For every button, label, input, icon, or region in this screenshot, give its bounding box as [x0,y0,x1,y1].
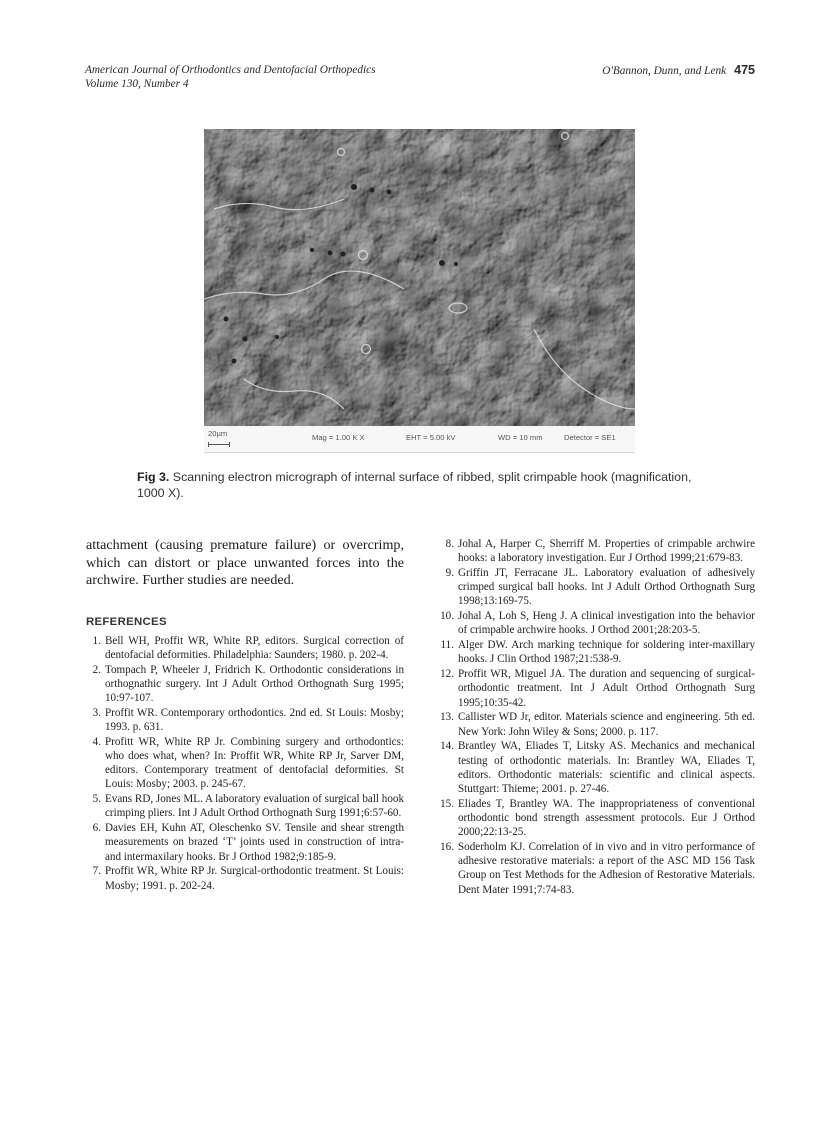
reference-item [437,609,755,637]
reference-item [437,710,755,738]
reference-item [437,566,755,609]
reference-number: 5. [92,793,101,806]
reference-list-right [437,537,755,897]
caption-text: Scanning electron micrograph of internal surface of ribbed, split crimpable hook (magnification, 1000 X). [137,470,692,500]
figure-3 [204,129,635,453]
reference-number: 2. [92,663,101,676]
reference-number: 4. [92,735,101,748]
reference-item [86,634,404,662]
reference-text: Proffit WR, White RP Jr. Surgical-orthodontic treatment. St Louis: Mosby; 1991. p. 202-24. [105,865,404,892]
reference-text: Proffit WR. Contemporary orthodontics. 2nd ed. St Louis: Mosby; 1993. p. 631. [105,706,404,733]
reference-text: Soderholm KJ. Correlation of in vivo and in vitro performance of adhesive restorative materials: a report of the ASC MD 156 Task Group on Test Methods for the Adhesion of Restorative Materials. Dent Mater 1991;7:74-83. [458,841,755,896]
working-distance: WD = 10 mm [498,433,543,442]
reference-text: Profitt WR, White RP Jr. Combining surgery and orthodontics: who does what, when? In: Proffit WR, White RP Jr, Sarver DM, editors. Contemporary treatment of dentofacial deformities. St Louis: Mosby; 2003. p. 245-67. [105,735,404,791]
sem-micrograph-image [204,129,635,426]
left-column [86,537,404,893]
reference-number: 16. [440,841,454,854]
journal-volume: Volume 130, Number 4 [85,78,189,90]
figure-caption [137,469,717,501]
reference-item [437,537,755,565]
journal-title: American Journal of Orthodontics and Dentofacial Orthopedics [85,64,376,76]
figure-label: Fig 3. [137,470,170,484]
reference-item [437,638,755,666]
reference-item [437,667,755,710]
reference-text: Brantley WA, Eliades T, Litsky AS. Mechanics and mechanical testing of orthodontic materials. In: Brantley WA, Eliades T, editors. Orthodontic materials: scientific and clinical aspects. Stuttgart: Thieme; 2001. p. 27-46. [458,740,755,796]
reference-number: 6. [92,822,101,835]
reference-item [437,797,755,840]
reference-number: 3. [92,706,101,719]
reference-text: Davies EH, Kuhn AT, Oleschenko SV. Tensile and shear strength measurements on brazed ‘T’ joints used in construction of intra- and intermaxilary hooks. Br J Orthod 1982;9:185-9. [105,822,404,863]
detector: Detector = SE1 [564,433,616,442]
reference-number: 14. [440,740,454,753]
reference-item [86,663,404,706]
reference-item [437,840,755,897]
reference-number: 1. [92,634,101,647]
reference-number: 8. [445,538,454,550]
magnification: Mag = 1.00 K X [312,433,365,442]
reference-text: Bell WH, Proffit WR, White RP, editors. Surgical correction of dentofacial deformities. Philadelphia: Saunders; 1980. p. 202-4. [105,634,404,661]
reference-item [86,864,404,892]
authors: O'Bannon, Dunn, and Lenk [602,65,727,77]
page-number: 475 [734,63,755,77]
reference-number: 10. [440,610,454,623]
reference-item [86,735,404,792]
reference-item [86,706,404,734]
reference-number: 11. [440,639,454,652]
reference-number: 7. [92,865,101,878]
reference-number: 15. [440,797,454,810]
reference-text: Tompach P, Wheeler J, Fridrich K. Orthodontic considerations in orthognathic surgery. Int J Adult Orthod Orthognath Surg 1995; 10:97-107. [105,663,404,704]
journal-info [85,63,376,91]
reference-text: Johal A, Loh S, Heng J. A clinical investigation into the behavior of crimpable archwire hooks. J Orthod 2001;28:203-5. [458,610,755,637]
reference-number: 9. [445,567,454,579]
reference-list-left [86,634,404,893]
references-heading: REFERENCES [86,615,167,628]
reference-item [86,821,404,864]
reference-text: Johal A, Harper C, Sherriff M. Properties of crimpable archwire hooks: a laboratory investigation. Eur J Orthod 1999;21:679-83. [458,538,755,565]
reference-text: Griffin JT, Ferracane JL. Laboratory evaluation of adhesively crimped surgical ball hooks. Int J Adult Orthod Orthognath Surg 1998;13:169-75. [458,567,755,608]
scale-bar-icon [208,442,230,447]
reference-text: Evans RD, Jones ML. A laboratory evaluation of surgical ball hook crimping pliers. Int J Adult Orthod Orthognath Surg 1991;6:57-60. [105,793,404,820]
right-column [437,537,755,897]
eht-voltage: EHT = 5.00 kV [406,433,456,442]
author-page-info [602,63,755,78]
reference-number: 13. [440,711,454,724]
reference-item [86,792,404,820]
reference-text: Callister WD Jr, editor. Materials science and engineering. 5th ed. New York: John Wiley & Sons; 2000. p. 117. [458,711,755,738]
scale-label: 20µm [208,429,228,438]
reference-item [437,739,755,796]
reference-text: Eliades T, Brantley WA. The inappropriateness of conventional orthodontic bond strength assessment protocols. Eur J Orthod 2000;22:13-25. [458,797,755,839]
reference-text: Proffit WR, Miguel JA. The duration and sequencing of surgical-orthodontic treatment. Int J Adult Orthod Orthognath Surg 1995;10:35-42. [458,668,755,709]
sem-info-bar [204,426,635,453]
reference-text: Alger DW. Arch marking technique for soldering inter-maxillary hooks. J Clin Orthod 1987;21:538-9. [458,639,755,666]
reference-number: 12. [440,668,454,681]
body-paragraph: attachment (causing premature failure) or overcrimp, which can distort or place unwanted forces into the archwire. Further studies are needed. [86,537,404,588]
